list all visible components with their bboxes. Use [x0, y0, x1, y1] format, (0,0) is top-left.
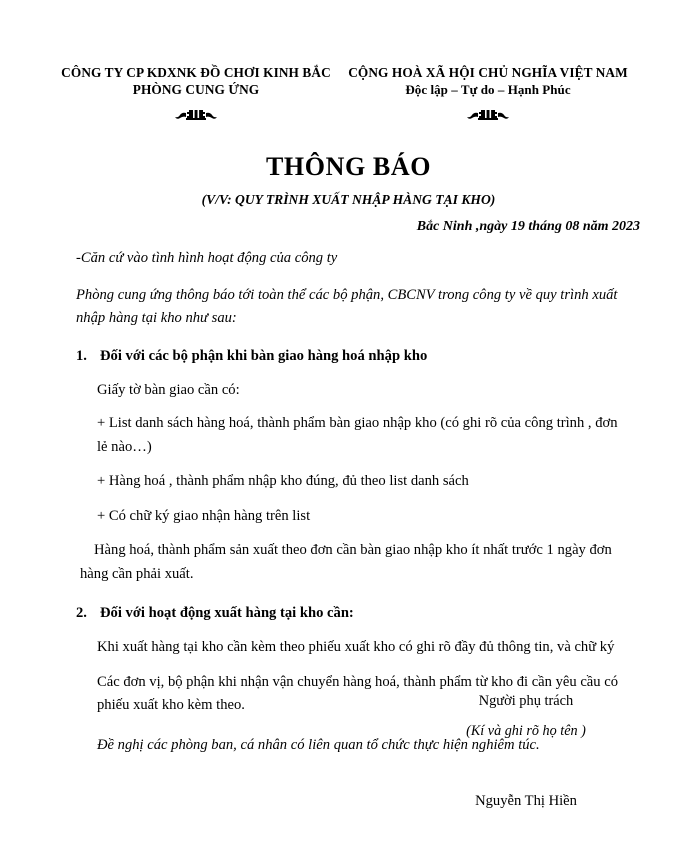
section-1-item: + Hàng hoá , thành phẩm nhập kho đúng, đủ theo list danh sách [97, 473, 469, 489]
company-name: CÔNG TY CP KDXNK ĐỒ CHƠI KINH BẮC [61, 65, 331, 80]
ornament-divider-icon [334, 107, 642, 123]
section-2-paragraph: Các đơn vị, bộ phận khi nhận vận chuyển hàng hoá, thành phẩm từ kho đi cần yêu cầu có phiếu xuất kho kèm theo. [97, 673, 618, 713]
closing-line: Đề nghị các phòng ban, cá nhân có liên quan tổ chức thực hiện nghiêm túc. [97, 736, 540, 753]
signature-role: Người phụ trách [478, 693, 574, 709]
national-motto: Độc lập – Tự do – Hạnh Phúc [405, 82, 571, 97]
letterhead-left-block [58, 64, 334, 123]
section-1-heading-text: Đối với các bộ phận khi bàn giao hàng hoá nhập kho [100, 347, 428, 364]
signature-name: Nguyễn Thị Hiền [475, 793, 577, 809]
section-1-lead: Giấy tờ bàn giao cần có: [97, 381, 240, 398]
letterhead-right-block [334, 64, 642, 123]
document-title: THÔNG BÁO [265, 152, 432, 181]
letterhead [58, 64, 642, 123]
section-2-heading [76, 602, 622, 624]
signature-block [398, 690, 654, 812]
section-2-heading-text: Đối với hoạt động xuất hàng tại kho cần: [100, 605, 354, 621]
section-2-paragraph: Khi xuất hàng tại kho cần kèm theo phiếu xuất kho có ghi rõ đầy đủ thông tin, và chữ ký [97, 639, 615, 655]
signature-instruction: (Kí và ghi rõ họ tên ) [466, 723, 586, 739]
section-1-heading [76, 345, 622, 367]
basis-line: -Căn cứ vào tình hình hoạt động của công ty [76, 250, 338, 266]
section-1-number: 1. [76, 347, 87, 364]
section-1-note: Hàng hoá, thành phẩm sản xuất theo đơn cần bàn giao nhập kho ít nhất trước 1 ngày đơn hàng cần phải xuất. [80, 542, 612, 582]
dateline: Bắc Ninh ,ngày 19 tháng 08 năm 2023 [416, 219, 640, 234]
intro-paragraph: Phòng cung ứng thông báo tới toàn thể các bộ phận, CBCNV trong công ty về quy trình xuất nhập hàng tại kho như sau: [76, 286, 618, 326]
section-2-number: 2. [76, 605, 87, 621]
section-1-item: + Có chữ ký giao nhận hàng trên list [97, 507, 311, 524]
document-subtitle: (V/V: QUY TRÌNH XUẤT NHẬP HÀNG TẠI KHO) [201, 192, 496, 207]
ornament-divider-icon [58, 107, 334, 123]
section-1-item: + List danh sách hàng hoá, thành phẩm bàn giao nhập kho (có ghi rõ của công trình , đơn lẻ nào…) [97, 415, 618, 455]
national-title: CỘNG HOÀ XÃ HỘI CHỦ NGHĨA VIỆT NAM [348, 65, 628, 80]
department-name: PHÒNG CUNG ỨNG [132, 82, 260, 97]
